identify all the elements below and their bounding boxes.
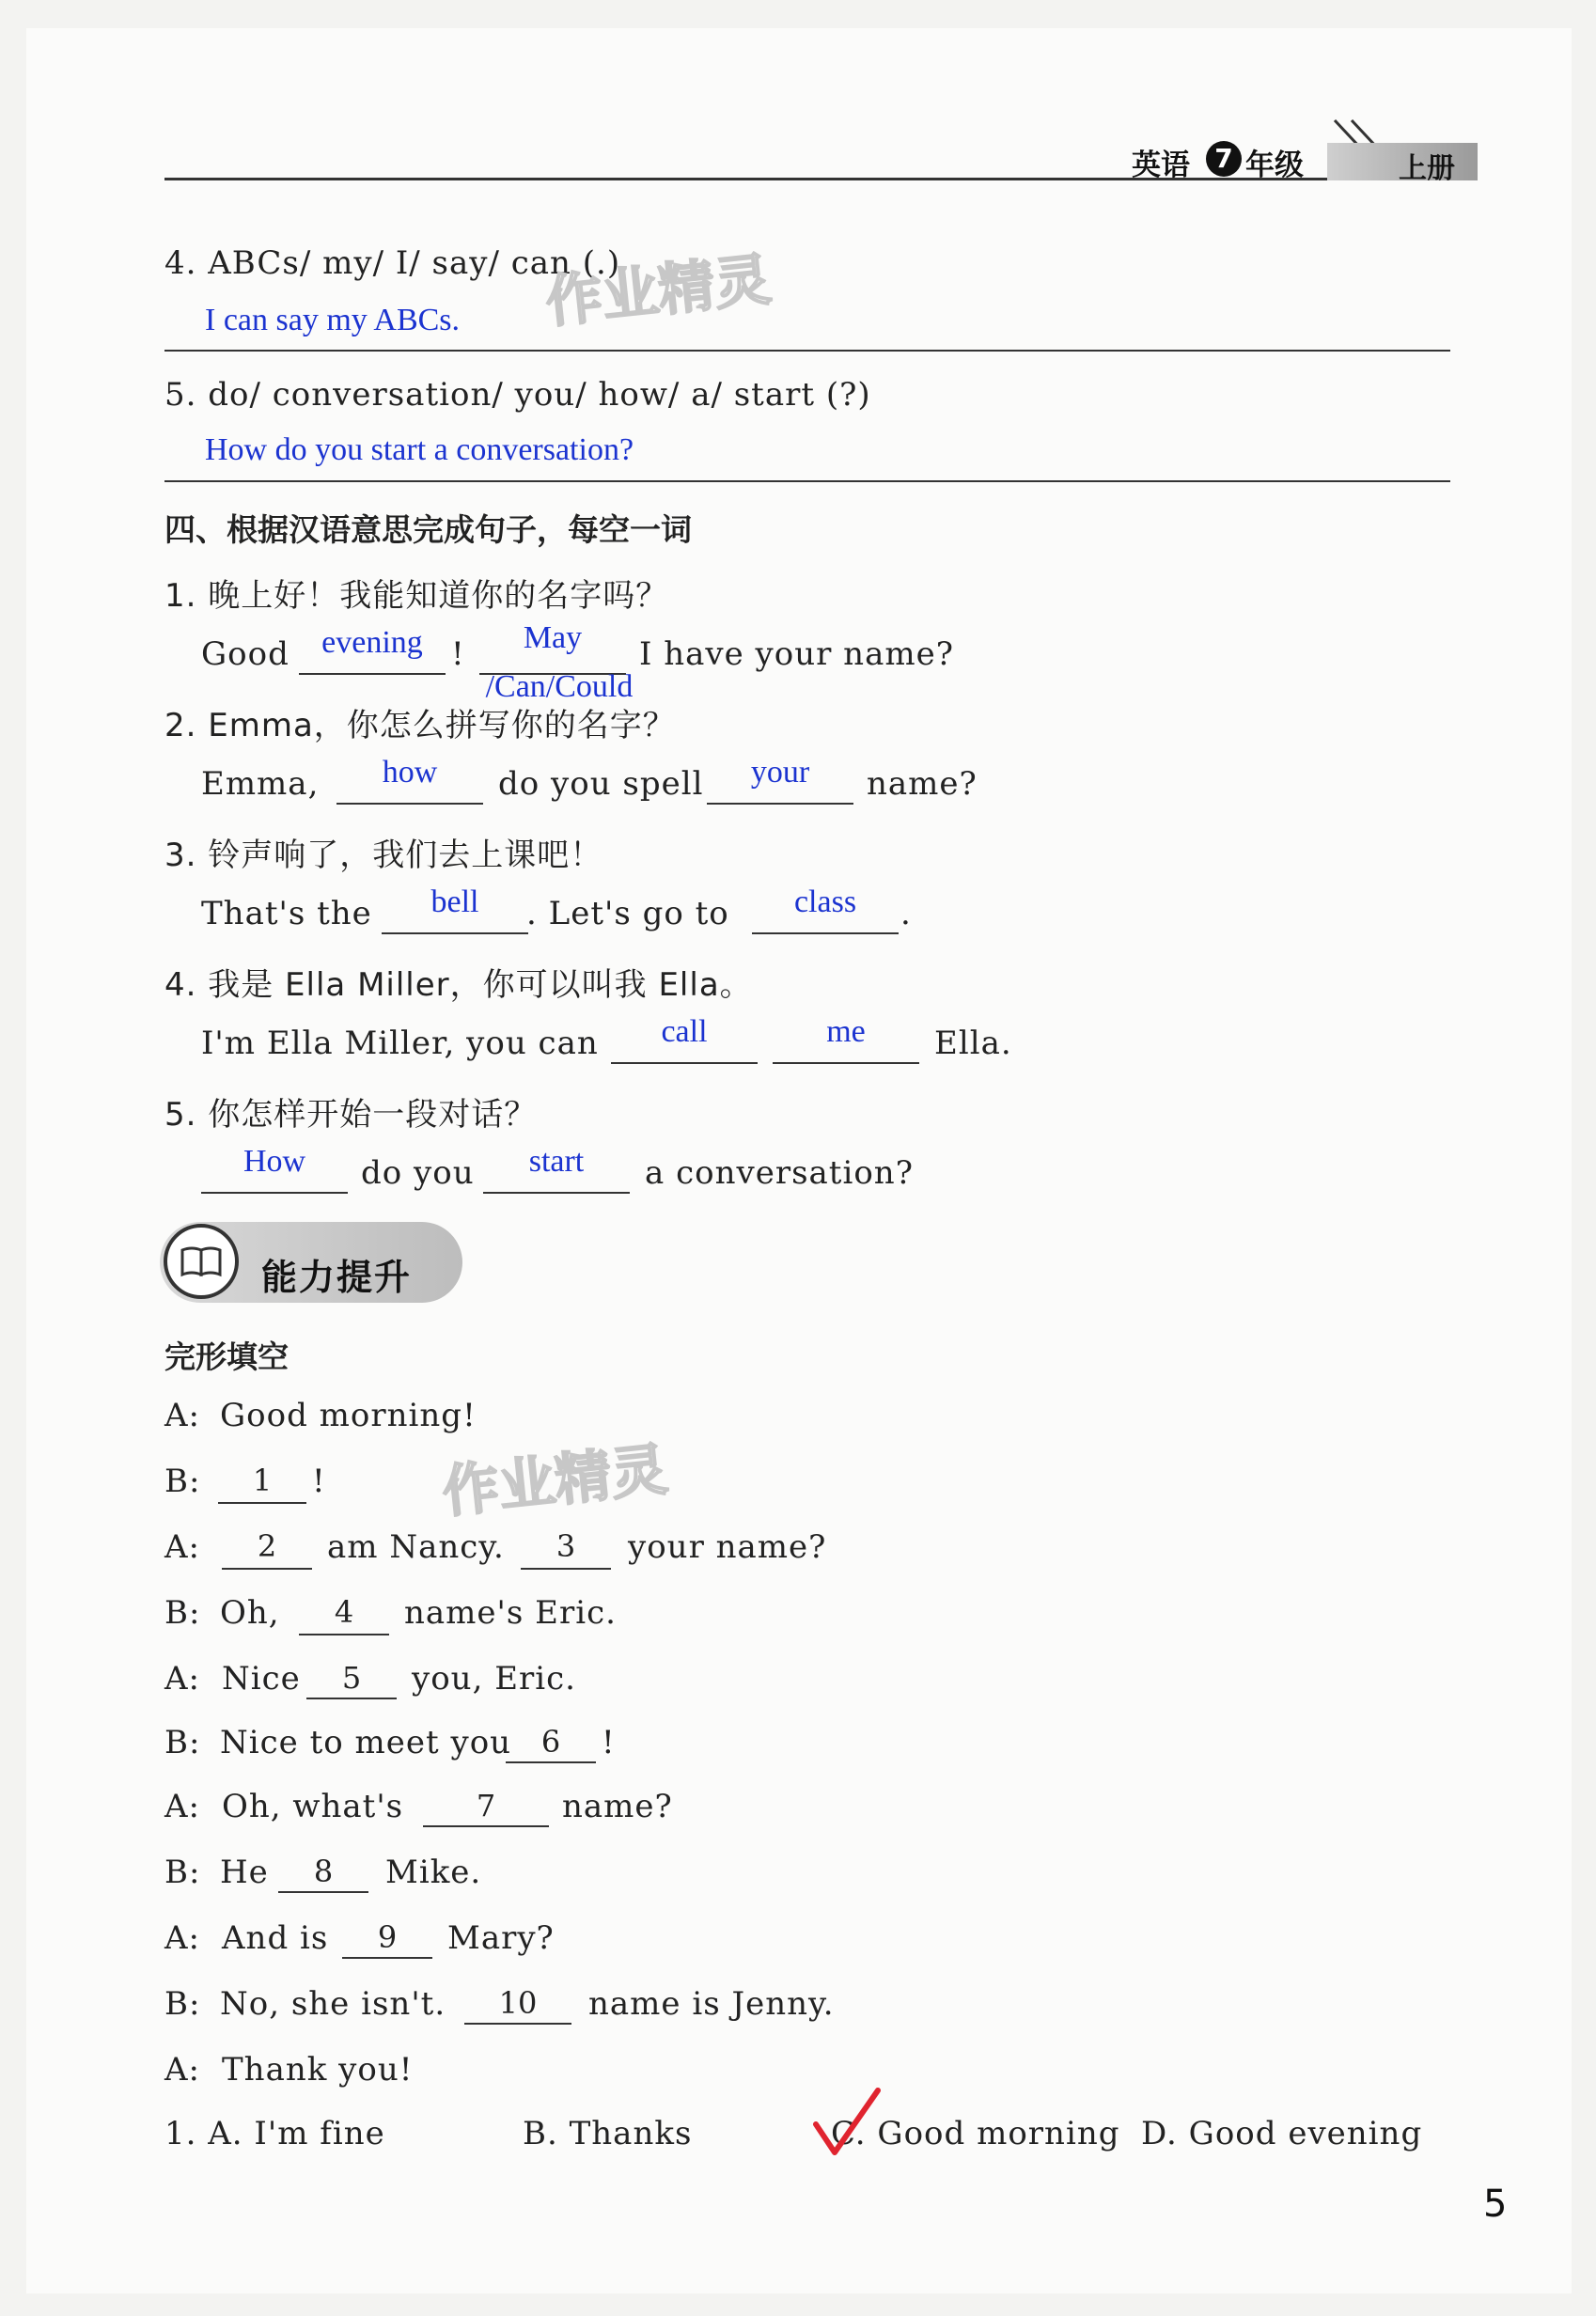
reorder-q5-prompt: 5. do/ conversation/ you/ how/ a/ start (?) [164,376,871,414]
s4-q5-answer1: How [243,1144,306,1179]
cloze-option-d: D. Good evening [1141,2115,1423,2152]
cloze-text: Mary? [447,1919,555,1957]
cloze-text: Thank you! [222,2051,414,2089]
blank [506,1761,596,1763]
s4-q4-chinese: 4. 我是 Ella Miller，你可以叫我 Ella。 [164,966,753,1004]
s4-q2-text: name? [867,765,978,803]
s4-q1-text: ! [451,635,465,673]
s4-q5-text: a conversation? [645,1154,914,1192]
cloze-speaker: A: [164,2051,201,2089]
cloze-speaker: B: [164,1854,201,1891]
cloze-text: ! [312,1463,326,1500]
cloze-text: ! [602,1724,616,1761]
page-number: 5 [1483,2183,1508,2226]
blank [218,1502,306,1504]
s4-q3-answer1: bell [430,884,479,919]
section4-title: 四、根据汉语意思完成句子，每空一词 [164,511,692,548]
answer-line [164,350,1450,352]
blank [342,1957,432,1959]
cloze-text: your name? [628,1528,827,1566]
s4-q2-answer1: how [382,755,438,790]
cloze-speaker: A: [164,1788,201,1825]
cloze-option-b: B. Thanks [523,2115,693,2152]
cloze-speaker: B: [164,1594,201,1632]
s4-q3-text: That's the [201,895,372,932]
s4-q3-chinese: 3. 铃声响了，我们去上课吧！ [164,837,603,874]
cloze-text: you, Eric. [412,1660,576,1698]
s4-q3-answer2: class [793,884,857,919]
cloze-speaker: A: [164,1660,201,1698]
cloze-text: And is [222,1919,329,1957]
cloze-blank-number: 5 [341,1660,362,1696]
blank [752,932,899,934]
grade-number-badge: 7 [1206,141,1242,177]
header-grade-suffix: 年级 [1245,149,1304,182]
blank [773,1062,919,1064]
cloze-speaker: A: [164,1528,201,1566]
watermark: 作业精灵 [542,246,775,336]
reorder-q4-prompt: 4. ABCs/ my/ I/ say/ can (.) [164,244,621,282]
header-volume: 上册 [1399,152,1455,185]
cloze-speaker: B: [164,1463,201,1500]
s4-q1-answer2: May [523,620,583,655]
blank [423,1825,549,1827]
s4-q4-answer1: call [661,1014,708,1049]
blank [707,803,853,805]
s4-q5-answer2: start [528,1144,585,1179]
cloze-text: No, she isn't. [220,1985,446,2023]
s4-q1-text: I have your name? [639,635,954,673]
cloze-blank-number: 1 [252,1463,273,1498]
cloze-blank-number: 7 [476,1788,496,1823]
s4-q4-text: I'm Ella Miller, you can [201,1025,599,1062]
cloze-text: Mike. [385,1854,482,1891]
s4-q2-text: Emma, [201,765,320,803]
cloze-text: Oh, [220,1594,280,1632]
cloze-text: Good morning! [220,1397,477,1434]
cloze-blank-number: 6 [540,1724,561,1760]
blank [521,1568,611,1570]
s4-q5-text: do you [361,1154,475,1192]
blank [306,1698,397,1699]
s4-q3-text: . Let's go to [526,895,729,932]
cloze-blank-number: 9 [377,1919,398,1955]
cloze-text: He [220,1854,269,1891]
reorder-q5-answer: How do you start a conversation? [205,432,634,467]
s4-q2-chinese: 2. Emma，你怎么拼写你的名字？ [164,707,676,744]
cloze-blank-number: 10 [498,1985,538,2021]
s4-q1-answer2-alt: /Can/Could [485,669,634,704]
cloze-option-a: 1. A. I'm fine [164,2115,385,2152]
cloze-blank-number: 8 [313,1854,334,1889]
cloze-text: Nice [222,1660,301,1698]
answer-line [164,480,1450,482]
checkmark-icon [810,2085,885,2160]
cloze-speaker: B: [164,1724,201,1761]
blank [299,673,446,675]
cloze-text: Oh, what's [222,1788,404,1825]
cloze-title: 完形填空 [164,1338,289,1375]
blank [222,1568,312,1570]
book-icon-circle [164,1224,239,1299]
cloze-text: name's Eric. [404,1594,617,1632]
watermark: 作业精灵 [439,1436,671,1526]
header-subject: 英语 [1132,149,1190,182]
cloze-text: name is Jenny. [588,1985,835,2023]
book-icon [167,1228,235,1295]
cloze-text: name? [562,1788,673,1825]
s4-q5-chinese: 5. 你怎样开始一段对话？ [164,1096,538,1134]
s4-q1-answer1: evening [321,625,423,660]
s4-q3-text: . [900,895,912,932]
cloze-blank-number: 4 [334,1594,354,1630]
ability-title: 能力提升 [261,1257,413,1298]
blank [336,803,483,805]
cloze-speaker: A: [164,1397,201,1434]
s4-q2-text: do you spell [498,765,704,803]
s4-q2-answer2: your [750,755,810,790]
blank [201,1192,348,1194]
cloze-speaker: B: [164,1985,201,2023]
cloze-speaker: A: [164,1919,201,1957]
cloze-blank-number: 2 [257,1528,277,1564]
blank [299,1634,389,1635]
s4-q4-text: Ella. [934,1025,1012,1062]
cloze-option-c: C. Good morning [831,2115,1120,2152]
s4-q4-answer2: me [826,1014,866,1049]
blank [278,1891,368,1893]
blank [382,932,528,934]
blank [611,1062,758,1064]
s4-q1-text: Good [201,635,289,673]
s4-q1-chinese: 1. 晚上好！我能知道你的名字吗？ [164,577,669,615]
blank [464,2023,571,2025]
cloze-text: Nice to meet you [220,1724,512,1761]
reorder-q4-answer: I can say my ABCs. [205,303,461,337]
cloze-blank-number: 3 [555,1528,576,1564]
blank [483,1192,630,1194]
cloze-text: am Nancy. [327,1528,505,1566]
